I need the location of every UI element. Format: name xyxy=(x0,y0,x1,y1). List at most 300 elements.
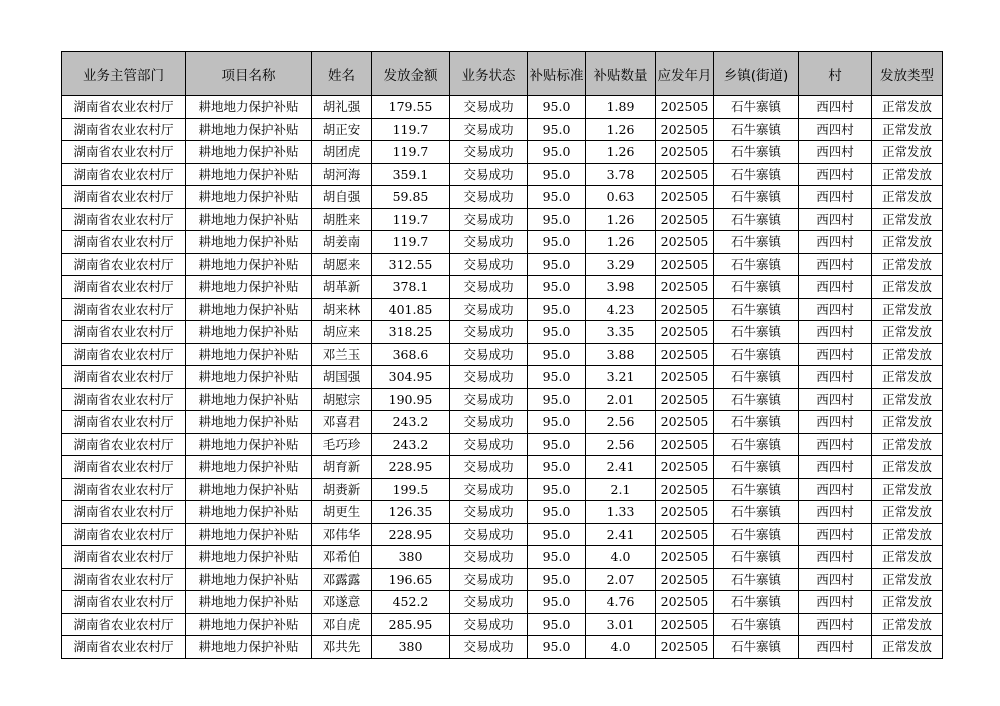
cell-quantity: 2.41 xyxy=(586,456,656,479)
cell-department: 湖南省农业农村厅 xyxy=(62,231,186,254)
cell-project-name: 耕地地力保护补贴 xyxy=(186,141,312,164)
cell-period: 202505 xyxy=(656,546,714,569)
cell-village: 西四村 xyxy=(799,163,872,186)
table-row xyxy=(62,343,943,366)
cell-township: 石牛寨镇 xyxy=(714,186,799,209)
column-header-quantity: 补贴数量 xyxy=(586,52,656,96)
cell-amount: 243.2 xyxy=(372,411,450,434)
table-row xyxy=(62,478,943,501)
cell-village: 西四村 xyxy=(799,118,872,141)
cell-department: 湖南省农业农村厅 xyxy=(62,591,186,614)
cell-standard: 95.0 xyxy=(528,253,586,276)
column-header-standard: 补贴标准 xyxy=(528,52,586,96)
cell-payment-type: 正常发放 xyxy=(872,411,943,434)
cell-period: 202505 xyxy=(656,298,714,321)
cell-village: 西四村 xyxy=(799,388,872,411)
cell-department: 湖南省农业农村厅 xyxy=(62,141,186,164)
cell-status: 交易成功 xyxy=(450,208,528,231)
table-row xyxy=(62,118,943,141)
cell-name: 胡礼强 xyxy=(312,96,372,119)
cell-project-name: 耕地地力保护补贴 xyxy=(186,118,312,141)
cell-quantity: 4.76 xyxy=(586,591,656,614)
table-row xyxy=(62,253,943,276)
cell-payment-type: 正常发放 xyxy=(872,208,943,231)
cell-project-name: 耕地地力保护补贴 xyxy=(186,276,312,299)
cell-amount: 285.95 xyxy=(372,613,450,636)
cell-project-name: 耕地地力保护补贴 xyxy=(186,433,312,456)
cell-village: 西四村 xyxy=(799,298,872,321)
cell-status: 交易成功 xyxy=(450,253,528,276)
cell-quantity: 2.07 xyxy=(586,568,656,591)
cell-project-name: 耕地地力保护补贴 xyxy=(186,96,312,119)
cell-township: 石牛寨镇 xyxy=(714,433,799,456)
cell-name: 胡愿来 xyxy=(312,253,372,276)
cell-township: 石牛寨镇 xyxy=(714,253,799,276)
cell-project-name: 耕地地力保护补贴 xyxy=(186,163,312,186)
cell-village: 西四村 xyxy=(799,433,872,456)
cell-village: 西四村 xyxy=(799,456,872,479)
cell-standard: 95.0 xyxy=(528,96,586,119)
cell-quantity: 4.23 xyxy=(586,298,656,321)
column-header-period: 应发年月 xyxy=(656,52,714,96)
cell-payment-type: 正常发放 xyxy=(872,163,943,186)
cell-project-name: 耕地地力保护补贴 xyxy=(186,186,312,209)
cell-period: 202505 xyxy=(656,411,714,434)
cell-payment-type: 正常发放 xyxy=(872,568,943,591)
cell-period: 202505 xyxy=(656,343,714,366)
cell-department: 湖南省农业农村厅 xyxy=(62,276,186,299)
cell-payment-type: 正常发放 xyxy=(872,276,943,299)
cell-standard: 95.0 xyxy=(528,523,586,546)
cell-amount: 401.85 xyxy=(372,298,450,321)
cell-quantity: 3.98 xyxy=(586,276,656,299)
cell-project-name: 耕地地力保护补贴 xyxy=(186,591,312,614)
cell-amount: 179.55 xyxy=(372,96,450,119)
cell-standard: 95.0 xyxy=(528,591,586,614)
table-row xyxy=(62,388,943,411)
table-row xyxy=(62,636,943,659)
cell-township: 石牛寨镇 xyxy=(714,523,799,546)
cell-amount: 318.25 xyxy=(372,321,450,344)
cell-name: 邓共先 xyxy=(312,636,372,659)
cell-name: 胡来林 xyxy=(312,298,372,321)
cell-payment-type: 正常发放 xyxy=(872,118,943,141)
cell-payment-type: 正常发放 xyxy=(872,546,943,569)
cell-department: 湖南省农业农村厅 xyxy=(62,366,186,389)
cell-village: 西四村 xyxy=(799,276,872,299)
cell-department: 湖南省农业农村厅 xyxy=(62,523,186,546)
cell-department: 湖南省农业农村厅 xyxy=(62,478,186,501)
cell-name: 胡自强 xyxy=(312,186,372,209)
cell-township: 石牛寨镇 xyxy=(714,366,799,389)
cell-township: 石牛寨镇 xyxy=(714,276,799,299)
table-row xyxy=(62,523,943,546)
column-header-department: 业务主管部门 xyxy=(62,52,186,96)
cell-status: 交易成功 xyxy=(450,96,528,119)
cell-township: 石牛寨镇 xyxy=(714,636,799,659)
table-row xyxy=(62,411,943,434)
column-header-project-name: 项目名称 xyxy=(186,52,312,96)
cell-name: 胡更生 xyxy=(312,501,372,524)
cell-standard: 95.0 xyxy=(528,411,586,434)
cell-department: 湖南省农业农村厅 xyxy=(62,208,186,231)
cell-amount: 452.2 xyxy=(372,591,450,614)
cell-project-name: 耕地地力保护补贴 xyxy=(186,231,312,254)
cell-village: 西四村 xyxy=(799,411,872,434)
table-row xyxy=(62,231,943,254)
cell-standard: 95.0 xyxy=(528,433,586,456)
cell-village: 西四村 xyxy=(799,321,872,344)
cell-amount: 312.55 xyxy=(372,253,450,276)
cell-period: 202505 xyxy=(656,478,714,501)
cell-name: 胡育新 xyxy=(312,456,372,479)
cell-village: 西四村 xyxy=(799,253,872,276)
table-row xyxy=(62,501,943,524)
cell-period: 202505 xyxy=(656,321,714,344)
table-row xyxy=(62,141,943,164)
cell-name: 邓兰玉 xyxy=(312,343,372,366)
cell-township: 石牛寨镇 xyxy=(714,546,799,569)
cell-village: 西四村 xyxy=(799,231,872,254)
cell-village: 西四村 xyxy=(799,343,872,366)
column-header-township: 乡镇(街道) xyxy=(714,52,799,96)
cell-status: 交易成功 xyxy=(450,163,528,186)
cell-department: 湖南省农业农村厅 xyxy=(62,546,186,569)
table-row xyxy=(62,276,943,299)
cell-period: 202505 xyxy=(656,433,714,456)
cell-quantity: 3.35 xyxy=(586,321,656,344)
cell-amount: 119.7 xyxy=(372,141,450,164)
cell-project-name: 耕地地力保护补贴 xyxy=(186,478,312,501)
cell-name: 胡应来 xyxy=(312,321,372,344)
cell-period: 202505 xyxy=(656,613,714,636)
cell-period: 202505 xyxy=(656,231,714,254)
cell-village: 西四村 xyxy=(799,546,872,569)
cell-quantity: 3.29 xyxy=(586,253,656,276)
column-header-name: 姓名 xyxy=(312,52,372,96)
cell-village: 西四村 xyxy=(799,568,872,591)
cell-payment-type: 正常发放 xyxy=(872,366,943,389)
cell-standard: 95.0 xyxy=(528,276,586,299)
cell-status: 交易成功 xyxy=(450,118,528,141)
cell-status: 交易成功 xyxy=(450,321,528,344)
cell-status: 交易成功 xyxy=(450,433,528,456)
table-header xyxy=(62,52,943,96)
cell-name: 胡赉新 xyxy=(312,478,372,501)
table-row xyxy=(62,546,943,569)
cell-quantity: 2.41 xyxy=(586,523,656,546)
table-row xyxy=(62,433,943,456)
cell-payment-type: 正常发放 xyxy=(872,186,943,209)
cell-quantity: 2.1 xyxy=(586,478,656,501)
cell-period: 202505 xyxy=(656,163,714,186)
cell-village: 西四村 xyxy=(799,141,872,164)
cell-village: 西四村 xyxy=(799,591,872,614)
cell-name: 胡团虎 xyxy=(312,141,372,164)
cell-village: 西四村 xyxy=(799,501,872,524)
cell-status: 交易成功 xyxy=(450,141,528,164)
cell-amount: 228.95 xyxy=(372,456,450,479)
table-row xyxy=(62,298,943,321)
table-body xyxy=(62,96,943,659)
cell-amount: 243.2 xyxy=(372,433,450,456)
cell-name: 邓喜君 xyxy=(312,411,372,434)
cell-payment-type: 正常发放 xyxy=(872,591,943,614)
cell-project-name: 耕地地力保护补贴 xyxy=(186,411,312,434)
cell-payment-type: 正常发放 xyxy=(872,613,943,636)
cell-status: 交易成功 xyxy=(450,568,528,591)
cell-status: 交易成功 xyxy=(450,366,528,389)
cell-period: 202505 xyxy=(656,141,714,164)
cell-quantity: 1.33 xyxy=(586,501,656,524)
cell-project-name: 耕地地力保护补贴 xyxy=(186,501,312,524)
cell-township: 石牛寨镇 xyxy=(714,613,799,636)
cell-department: 湖南省农业农村厅 xyxy=(62,163,186,186)
cell-department: 湖南省农业农村厅 xyxy=(62,343,186,366)
cell-name: 胡胜来 xyxy=(312,208,372,231)
cell-period: 202505 xyxy=(656,276,714,299)
cell-quantity: 1.89 xyxy=(586,96,656,119)
cell-payment-type: 正常发放 xyxy=(872,343,943,366)
cell-quantity: 4.0 xyxy=(586,546,656,569)
cell-quantity: 2.01 xyxy=(586,388,656,411)
cell-village: 西四村 xyxy=(799,613,872,636)
cell-status: 交易成功 xyxy=(450,523,528,546)
cell-department: 湖南省农业农村厅 xyxy=(62,636,186,659)
cell-name: 胡正安 xyxy=(312,118,372,141)
cell-project-name: 耕地地力保护补贴 xyxy=(186,298,312,321)
cell-quantity: 2.56 xyxy=(586,433,656,456)
cell-township: 石牛寨镇 xyxy=(714,456,799,479)
cell-township: 石牛寨镇 xyxy=(714,568,799,591)
cell-status: 交易成功 xyxy=(450,276,528,299)
cell-name: 邓露露 xyxy=(312,568,372,591)
cell-township: 石牛寨镇 xyxy=(714,343,799,366)
cell-village: 西四村 xyxy=(799,478,872,501)
cell-township: 石牛寨镇 xyxy=(714,163,799,186)
cell-amount: 119.7 xyxy=(372,118,450,141)
cell-amount: 190.95 xyxy=(372,388,450,411)
cell-status: 交易成功 xyxy=(450,636,528,659)
cell-period: 202505 xyxy=(656,208,714,231)
cell-standard: 95.0 xyxy=(528,231,586,254)
cell-status: 交易成功 xyxy=(450,298,528,321)
cell-project-name: 耕地地力保护补贴 xyxy=(186,208,312,231)
cell-township: 石牛寨镇 xyxy=(714,96,799,119)
cell-status: 交易成功 xyxy=(450,478,528,501)
cell-quantity: 2.56 xyxy=(586,411,656,434)
cell-quantity: 3.01 xyxy=(586,613,656,636)
column-header-amount: 发放金额 xyxy=(372,52,450,96)
cell-name: 胡国强 xyxy=(312,366,372,389)
cell-period: 202505 xyxy=(656,591,714,614)
cell-name: 邓自虎 xyxy=(312,613,372,636)
cell-department: 湖南省农业农村厅 xyxy=(62,388,186,411)
cell-township: 石牛寨镇 xyxy=(714,118,799,141)
cell-project-name: 耕地地力保护补贴 xyxy=(186,388,312,411)
cell-project-name: 耕地地力保护补贴 xyxy=(186,568,312,591)
cell-quantity: 1.26 xyxy=(586,141,656,164)
cell-payment-type: 正常发放 xyxy=(872,388,943,411)
cell-period: 202505 xyxy=(656,118,714,141)
cell-period: 202505 xyxy=(656,388,714,411)
cell-amount: 378.1 xyxy=(372,276,450,299)
cell-payment-type: 正常发放 xyxy=(872,433,943,456)
table-row xyxy=(62,613,943,636)
cell-status: 交易成功 xyxy=(450,591,528,614)
cell-project-name: 耕地地力保护补贴 xyxy=(186,253,312,276)
cell-project-name: 耕地地力保护补贴 xyxy=(186,366,312,389)
cell-amount: 359.1 xyxy=(372,163,450,186)
cell-standard: 95.0 xyxy=(528,636,586,659)
cell-township: 石牛寨镇 xyxy=(714,321,799,344)
cell-department: 湖南省农业农村厅 xyxy=(62,613,186,636)
column-header-village: 村 xyxy=(799,52,872,96)
cell-department: 湖南省农业农村厅 xyxy=(62,456,186,479)
table-row xyxy=(62,568,943,591)
cell-village: 西四村 xyxy=(799,96,872,119)
cell-project-name: 耕地地力保护补贴 xyxy=(186,343,312,366)
cell-standard: 95.0 xyxy=(528,186,586,209)
cell-period: 202505 xyxy=(656,366,714,389)
subsidy-table xyxy=(61,51,943,659)
table-row xyxy=(62,321,943,344)
cell-project-name: 耕地地力保护补贴 xyxy=(186,636,312,659)
cell-payment-type: 正常发放 xyxy=(872,298,943,321)
cell-township: 石牛寨镇 xyxy=(714,208,799,231)
cell-amount: 368.6 xyxy=(372,343,450,366)
cell-township: 石牛寨镇 xyxy=(714,141,799,164)
cell-amount: 228.95 xyxy=(372,523,450,546)
cell-project-name: 耕地地力保护补贴 xyxy=(186,321,312,344)
table-row xyxy=(62,366,943,389)
cell-amount: 119.7 xyxy=(372,208,450,231)
cell-name: 胡姜南 xyxy=(312,231,372,254)
cell-name: 邓伟华 xyxy=(312,523,372,546)
cell-quantity: 0.63 xyxy=(586,186,656,209)
cell-township: 石牛寨镇 xyxy=(714,411,799,434)
cell-village: 西四村 xyxy=(799,186,872,209)
cell-standard: 95.0 xyxy=(528,321,586,344)
cell-amount: 196.65 xyxy=(372,568,450,591)
column-header-status: 业务状态 xyxy=(450,52,528,96)
cell-payment-type: 正常发放 xyxy=(872,96,943,119)
cell-standard: 95.0 xyxy=(528,298,586,321)
cell-standard: 95.0 xyxy=(528,118,586,141)
cell-quantity: 1.26 xyxy=(586,118,656,141)
cell-village: 西四村 xyxy=(799,366,872,389)
cell-payment-type: 正常发放 xyxy=(872,253,943,276)
cell-status: 交易成功 xyxy=(450,613,528,636)
cell-standard: 95.0 xyxy=(528,501,586,524)
cell-township: 石牛寨镇 xyxy=(714,298,799,321)
cell-department: 湖南省农业农村厅 xyxy=(62,501,186,524)
cell-standard: 95.0 xyxy=(528,613,586,636)
cell-payment-type: 正常发放 xyxy=(872,141,943,164)
cell-quantity: 3.21 xyxy=(586,366,656,389)
cell-standard: 95.0 xyxy=(528,141,586,164)
cell-status: 交易成功 xyxy=(450,546,528,569)
cell-department: 湖南省农业农村厅 xyxy=(62,433,186,456)
cell-township: 石牛寨镇 xyxy=(714,478,799,501)
cell-department: 湖南省农业农村厅 xyxy=(62,568,186,591)
cell-project-name: 耕地地力保护补贴 xyxy=(186,546,312,569)
cell-period: 202505 xyxy=(656,501,714,524)
table-row xyxy=(62,163,943,186)
cell-department: 湖南省农业农村厅 xyxy=(62,96,186,119)
cell-status: 交易成功 xyxy=(450,388,528,411)
cell-name: 胡慰宗 xyxy=(312,388,372,411)
cell-amount: 126.35 xyxy=(372,501,450,524)
cell-quantity: 4.0 xyxy=(586,636,656,659)
cell-payment-type: 正常发放 xyxy=(872,523,943,546)
table-row xyxy=(62,208,943,231)
cell-project-name: 耕地地力保护补贴 xyxy=(186,523,312,546)
column-header-payment-type: 发放类型 xyxy=(872,52,943,96)
cell-payment-type: 正常发放 xyxy=(872,478,943,501)
cell-payment-type: 正常发放 xyxy=(872,501,943,524)
cell-standard: 95.0 xyxy=(528,546,586,569)
cell-amount: 380 xyxy=(372,636,450,659)
cell-standard: 95.0 xyxy=(528,343,586,366)
cell-quantity: 1.26 xyxy=(586,231,656,254)
cell-standard: 95.0 xyxy=(528,568,586,591)
table-row xyxy=(62,591,943,614)
cell-name: 邓遂意 xyxy=(312,591,372,614)
cell-township: 石牛寨镇 xyxy=(714,231,799,254)
cell-payment-type: 正常发放 xyxy=(872,456,943,479)
cell-name: 胡河海 xyxy=(312,163,372,186)
cell-name: 毛巧珍 xyxy=(312,433,372,456)
cell-amount: 199.5 xyxy=(372,478,450,501)
cell-payment-type: 正常发放 xyxy=(872,231,943,254)
cell-quantity: 3.88 xyxy=(586,343,656,366)
cell-village: 西四村 xyxy=(799,636,872,659)
cell-name: 胡革新 xyxy=(312,276,372,299)
cell-amount: 380 xyxy=(372,546,450,569)
cell-status: 交易成功 xyxy=(450,411,528,434)
cell-name: 邓希伯 xyxy=(312,546,372,569)
cell-period: 202505 xyxy=(656,568,714,591)
cell-period: 202505 xyxy=(656,186,714,209)
cell-payment-type: 正常发放 xyxy=(872,321,943,344)
cell-standard: 95.0 xyxy=(528,208,586,231)
cell-quantity: 1.26 xyxy=(586,208,656,231)
cell-department: 湖南省农业农村厅 xyxy=(62,321,186,344)
cell-amount: 119.7 xyxy=(372,231,450,254)
cell-status: 交易成功 xyxy=(450,231,528,254)
cell-department: 湖南省农业农村厅 xyxy=(62,411,186,434)
cell-period: 202505 xyxy=(656,523,714,546)
cell-department: 湖南省农业农村厅 xyxy=(62,253,186,276)
cell-period: 202505 xyxy=(656,253,714,276)
cell-standard: 95.0 xyxy=(528,478,586,501)
cell-quantity: 3.78 xyxy=(586,163,656,186)
cell-period: 202505 xyxy=(656,96,714,119)
cell-status: 交易成功 xyxy=(450,501,528,524)
cell-department: 湖南省农业农村厅 xyxy=(62,186,186,209)
table-row xyxy=(62,186,943,209)
cell-payment-type: 正常发放 xyxy=(872,636,943,659)
cell-project-name: 耕地地力保护补贴 xyxy=(186,456,312,479)
cell-department: 湖南省农业农村厅 xyxy=(62,118,186,141)
cell-status: 交易成功 xyxy=(450,186,528,209)
cell-project-name: 耕地地力保护补贴 xyxy=(186,613,312,636)
table-row xyxy=(62,456,943,479)
cell-status: 交易成功 xyxy=(450,343,528,366)
cell-township: 石牛寨镇 xyxy=(714,388,799,411)
table-row xyxy=(62,96,943,119)
